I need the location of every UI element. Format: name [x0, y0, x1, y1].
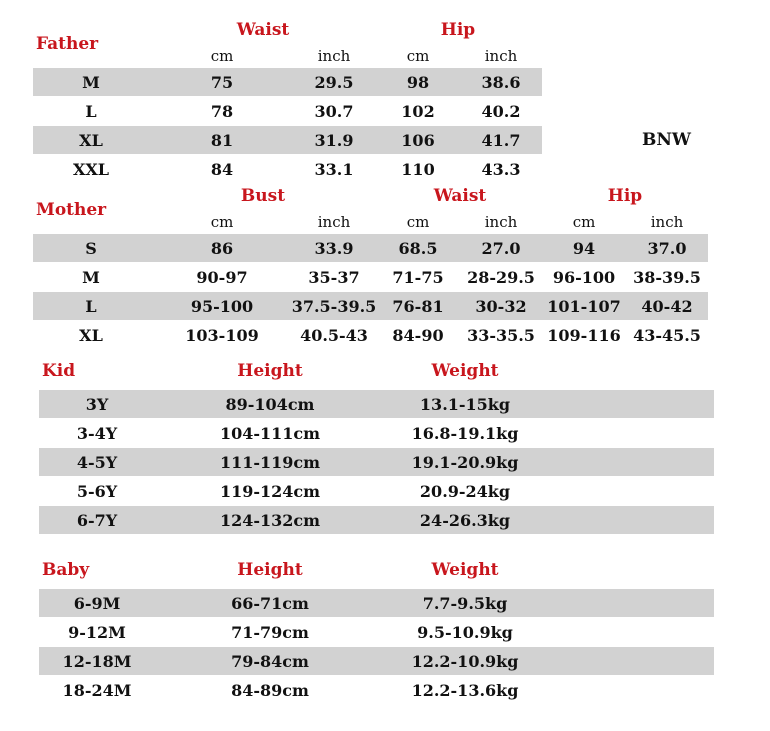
mother-table-cell: XL [79, 325, 103, 345]
father-unit-label: inch [484, 47, 518, 65]
baby-table-cell: 79-84cm [231, 651, 309, 671]
father-table-cell: 102 [401, 101, 435, 121]
kid-table-cell: 104-111cm [219, 423, 321, 443]
kid-table-cell: 6-7Y [76, 510, 118, 530]
mother-table-cell: 90-97 [196, 267, 248, 287]
baby-table-cell: 66-71cm [231, 593, 309, 613]
baby-table-cell: 9.5-10.9kg [417, 622, 513, 642]
mother-table-cell: S [85, 238, 97, 258]
kid-table-cell: 20.9-24kg [419, 481, 511, 501]
mother-col-header: Waist [433, 186, 487, 206]
baby-col-header: Height [237, 560, 303, 580]
mother-table-cell: L [85, 296, 97, 316]
mother-unit-label: inch [484, 213, 518, 231]
father-unit-label: cm [406, 47, 430, 65]
father-table-cell: 110 [401, 159, 435, 179]
mother-col-header: Hip [607, 186, 643, 206]
baby-table-cell: 71-79cm [231, 622, 309, 642]
mother-table-cell: 27.0 [481, 238, 521, 258]
kid-col-header: Height [237, 361, 303, 381]
kid-section-label: Kid [42, 361, 76, 381]
father-table-cell: 84 [210, 159, 234, 179]
baby-table-cell: 12.2-10.9kg [411, 651, 519, 671]
mother-table-cell: 109-116 [547, 325, 621, 345]
father-table-cell: 38.6 [481, 72, 521, 92]
mother-table-cell: 86 [210, 238, 234, 258]
father-table-cell: M [82, 72, 100, 92]
kid-table-cell: 24-26.3kg [419, 510, 511, 530]
kid-table-cell: 111-119cm [219, 452, 321, 472]
mother-table-cell: 71-75 [392, 267, 444, 287]
kid-table-cell: 19.1-20.9kg [411, 452, 519, 472]
mother-table-cell: 40.5-43 [300, 325, 368, 345]
mother-unit-label: cm [210, 213, 234, 231]
father-table-cell: 31.9 [314, 130, 354, 150]
father-section-label: Father [36, 34, 99, 54]
kid-table-cell: 3Y [85, 394, 109, 414]
mother-section-label: Mother [36, 200, 107, 220]
father-table-cell: XXL [72, 159, 110, 179]
baby-section-label: Baby [42, 560, 90, 580]
mother-table-cell: 103-109 [185, 325, 259, 345]
baby-row-background [39, 647, 714, 675]
kid-table-cell: 5-6Y [76, 481, 118, 501]
mother-table-cell: 95-100 [190, 296, 254, 316]
mother-table-cell: 33.9 [314, 238, 354, 258]
kid-row-background [39, 448, 714, 476]
kid-row-background [39, 390, 714, 418]
father-table-cell: 30.7 [314, 101, 354, 121]
mother-table-cell: 40-42 [641, 296, 693, 316]
baby-table-cell: 7.7-9.5kg [422, 593, 508, 613]
kid-table-cell: 4-5Y [76, 452, 118, 472]
father-table-cell: 29.5 [314, 72, 354, 92]
baby-col-header: Weight [431, 560, 499, 580]
father-table-cell: L [85, 101, 97, 121]
mother-table-cell: 28-29.5 [467, 267, 535, 287]
baby-table-cell: 84-89cm [231, 680, 309, 700]
mother-table-cell: M [82, 267, 100, 287]
mother-table-cell: 96-100 [552, 267, 616, 287]
mother-table-cell: 38-39.5 [633, 267, 701, 287]
father-table-cell: 40.2 [481, 101, 521, 121]
mother-unit-label: inch [650, 213, 684, 231]
kid-row-background [39, 506, 714, 534]
kid-table-cell: 16.8-19.1kg [411, 423, 519, 443]
father-table-cell: 81 [210, 130, 234, 150]
mother-unit-label: inch [317, 213, 351, 231]
father-table-cell: 78 [210, 101, 234, 121]
kid-table-cell: 3-4Y [76, 423, 118, 443]
mother-table-cell: 37.0 [647, 238, 687, 258]
mother-table-cell: 76-81 [392, 296, 444, 316]
mother-table-cell: 30-32 [475, 296, 527, 316]
father-table-cell: 43.3 [481, 159, 521, 179]
baby-table-cell: 6-9M [73, 593, 121, 613]
mother-table-cell: 35-37 [308, 267, 360, 287]
mother-unit-label: cm [406, 213, 430, 231]
kid-col-header: Weight [431, 361, 499, 381]
baby-row-background [39, 589, 714, 617]
mother-table-cell: 84-90 [392, 325, 444, 345]
mother-unit-label: cm [572, 213, 596, 231]
baby-table-cell: 12.2-13.6kg [411, 680, 519, 700]
mother-table-cell: 37.5-39.5 [291, 296, 377, 316]
baby-table-cell: 18-24M [62, 680, 132, 700]
mother-table-cell: 68.5 [398, 238, 438, 258]
kid-table-cell: 89-104cm [225, 394, 315, 414]
father-row-background [33, 68, 542, 96]
mother-table-cell: 43-45.5 [633, 325, 701, 345]
kid-table-cell: 119-124cm [219, 481, 321, 501]
mother-row-background [33, 234, 708, 262]
baby-table-cell: 9-12M [68, 622, 126, 642]
father-table-cell: 41.7 [481, 130, 521, 150]
father-unit-label: inch [317, 47, 351, 65]
baby-table-cell: 12-18M [62, 651, 132, 671]
mother-col-header: Bust [240, 186, 286, 206]
father-table-cell: XL [79, 130, 103, 150]
kid-table-cell: 124-132cm [219, 510, 321, 530]
father-unit-label: cm [210, 47, 234, 65]
kid-table-cell: 13.1-15kg [419, 394, 511, 414]
father-col-header: Hip [440, 20, 476, 40]
father-table-cell: 33.1 [314, 159, 354, 179]
father-row-background [33, 126, 542, 154]
father-table-cell: 106 [401, 130, 435, 150]
father-col-header: Waist [236, 20, 290, 40]
mother-table-cell: 33-35.5 [467, 325, 535, 345]
mother-table-cell: 94 [572, 238, 596, 258]
bnw-label: BNW [642, 130, 691, 150]
father-table-cell: 75 [210, 72, 234, 92]
father-table-cell: 98 [406, 72, 430, 92]
mother-table-cell: 101-107 [547, 296, 621, 316]
